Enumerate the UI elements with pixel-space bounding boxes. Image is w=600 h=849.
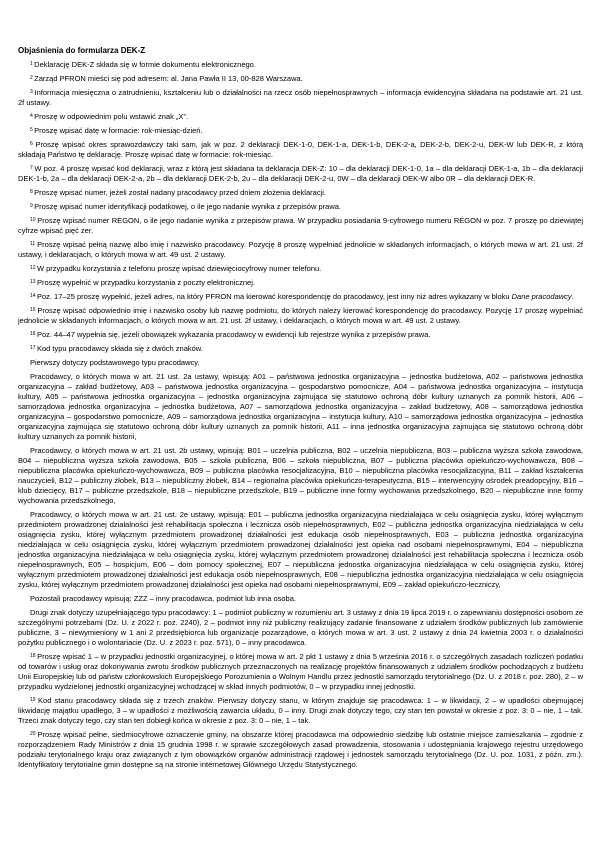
footnote-2: $^2$ Zarząd PFRON mieści się pod adresem: al. Jana Pawła II 13, 00-828 Warszawa. [30, 74, 303, 83]
footnote-4: $^4$ Proszę w odpowiednim polu wstawić znak „X”. [30, 112, 188, 121]
paragraph: Drugi znak dotyczy uzupełniającego typu pracodawcy: 1 – podmiot publiczny w rozumieniu art. 3 ustawy z dnia 19 lipca 2019 r. o zapewnianiu dostępności osobom ze szczególnymi potrzebami (Dz. U. z 2022 r. poz. 2240), 2 – podmiot inny niż publiczny realizujący zadanie finansowane z udziałem środków publicznych lub zamówienie publiczne, 3 – niewymieniony w 1 ani 2 przedsiębiorca lub organizacje pozarządowe, o których mowa w art. 3 ust. 2 ustawy z dnia 24 kwietnia 2003 r. o działalności pożytku publicznego i o wolontariacie (Dz. U. z 2023 r. poz. 571), 0 – inny pracodawca. [18, 608, 583, 647]
footnote-3: $^3$ Informacja miesięczna o zatrudnieniu, kształceniu lub o działalności na rzecz osób niepełnosprawnych – informacja ewidencyjna składana na podstawie art. 21 ust. 2f ustawy. [18, 88, 583, 107]
footnote-number: 12 [30, 264, 37, 271]
footnote-16: $^{16}$ Poz. 44–47 wypełnia się, jeżeli obowiązek wykazania pracodawcy w ewidencji lub rejestrze wynika z przepisów prawa. [30, 330, 431, 339]
footnote-number: 2 [30, 74, 35, 81]
footnote-14: $^{14}$ Poz. 17–25 proszę wypełnić, jeżeli adres, na który PFRON ma kierować korespondencję do pracodawcy, jest inny niż adres wykazany w bloku Dane pracodawcy. [30, 292, 574, 301]
footnote-13: $^{13}$ Proszę wypełnić w przypadku korzystania z poczty elektronicznej. [30, 278, 255, 287]
footnote-number: 8 [30, 188, 35, 195]
page-title: Objaśnienia do formularza DEK-Z [18, 46, 146, 55]
footnote-number: 14 [30, 292, 37, 299]
footnote-number: 10 [30, 216, 38, 223]
footnote-number: 4 [30, 112, 35, 119]
footnote-1: $^1$ Deklarację DEK-Z składa się w formie dokumentu elektronicznego. [30, 60, 256, 69]
footnote-15: $^{15}$ Proszę wpisać odpowiednio imię i nazwisko osoby lub nazwę podmiotu, do których należy kierować korespondencję do pracodawcy. Pozycję 17 proszę wypełniać jednolicie w składanych informacjach, o których mowa w art. 21 ust. 2f ustawy, i deklaracjach, o których mowa w art. 49 ust. 2 ustawy. [18, 306, 583, 325]
footnote-number: 5 [30, 126, 35, 133]
footnote-number: 16 [30, 330, 37, 337]
footnote-number: 1 [30, 60, 35, 67]
footnote-17: $^{17}$ Kod typu pracodawcy składa się z dwóch znaków. [30, 344, 203, 353]
footnote-number: 3 [30, 88, 35, 95]
footnote-number: 6 [30, 140, 36, 147]
footnote-9: $^9$ Proszę wpisać numer identyfikacji podatkowej, o ile jego nadanie wynika z przepisów prawa. [30, 202, 341, 211]
footnote-number: 7 [30, 164, 35, 171]
footnote-19: $^{19}$ Kod stanu pracodawcy składa się z trzech znaków. Pierwszy dotyczy stanu, w którym znajduje się pracodawca: 1 – w likwidacji, 2 – w upadłości obejmującej likwidację majątku upadłego, 3 – w upadłości z możliwością zawarcia układu, 0 – inny. Drugi znak dotyczy tego, czy stan ten powstał w okresie z poz. 3: 0 – nie, 1 – tak. Trzeci znak dotyczy tego, czy stan ten dobiegł końca w okresie z poz. 3: 0 – nie, 1 – tak. [18, 696, 584, 725]
footnote-number: 19 [30, 696, 39, 703]
footnote-11: $^{11}$ Proszę wpisać pełną nazwę albo imię i nazwisko pracodawcy. Pozycję 8 proszę wypełniać jednolicie w składanych informacjach, o których mowa w art. 21 ust. 2f ustawy, i deklaracjach, o których mowa w art. 49 ust. 2 ustawy. [18, 240, 583, 259]
footnote-8: $^8$ Proszę wpisać numer, jeżeli został nadany pracodawcy przed dniem złożenia deklaracji. [30, 188, 326, 197]
footnotes-list [18, 60, 583, 770]
footnote-20: $^{20}$ Proszę wpisać pełne, siedmiocyfrowe oznaczenie gminy, na obszarze której pracodawca ma odpowiednio siedzibę lub ostatnie miejsce zamieszkania – zgodnie z rozporządzeniem Rady Ministrów z dnia 15 grudnia 1998 r. w sprawie szczegółowych zasad prowadzenia, stosowania i udostępniania krajowego rejestru urzędowego podziału terytorialnego kraju oraz związanych z tym obowiązków organów administracji rządowej i jednostek samorządu terytorialnego (Dz. U. poz. 1031, z późn. zm.). Identyfikatory terytorialne gmin dostępne są na stronie internetowej Głównego Urzędu Statystycznego. [18, 730, 584, 769]
paragraph: Pierwszy dotyczy podstawowego typu pracodawcy. [30, 358, 200, 367]
footnote-10: $^{10}$ Proszę wpisać numer REGON, o ile jego nadanie wynika z przepisów prawa. W przypadku posiadania 9-cyfrowego numeru REGON w poz. 7 proszę po dziewiątej cyfrze wpisać pięć zer. [18, 216, 583, 235]
footnote-5: $^5$ Proszę wpisać datę w formacie: rok-miesiąc-dzień. [30, 126, 203, 135]
italic-text: Dane pracodawcy [511, 292, 572, 301]
footnote-number: 15 [30, 306, 38, 313]
footnote-18: $^{18}$ Proszę wpisać 1 – w przypadku jednostki organizacyjnej, o której mowa w art. 2 pkt 1 ustawy z dnia 5 września 2016 r. o szczególnych zasadach rozliczeń podatku od towarów i usług oraz dokonywania zwrotu środków publicznych przeznaczonych na realizację projektów finansowanych z udziałem środków pochodzących z budżetu Unii Europejskiej lub od państw członkowskich Europejskiego Porozumienia o Wolnym Handlu przez jednostki samorządu terytorialnego (Dz. U. z 2018 r. poz. 280), 2 – w przypadku wydzielonej jednostki organizacyjnej wchodzącej w skład innych podmiotów, 0 – w przypadku innej jednostki. [18, 652, 584, 691]
paragraph: Pracodawcy, o których mowa w art. 21 ust. 2e ustawy, wpisują: E01 – publiczna jednostka organizacyjna niedziałająca w celu osiągnięcia zysku, której wyłącznym przedmiotem prowadzonej działalności jest rehabilitacja społeczna i lecznicza osób niepełnosprawnych, E02 – publiczna jednostka organizacyjna niedziałająca w celu osiągnięcia zysku, której wyłącznym przedmiotem prowadzonej działalności jest edukacja osób niepełnosprawnych, E03 – publiczna jednostka organizacyjna niedziałająca w celu osiągnięcia zysku, której wyłącznym przedmiotem prowadzonej działalności jest opieka nad osobami niepełnosprawnymi, E04 – niepubliczna jednostka organizacyjna niedziałająca w celu osiągnięcia zysku, której wyłącznym przedmiotem prowadzonej działalności jest rehabilitacja społeczna i lecznicza osób niepełnosprawnych, E05 – hospicjum, E06 – dom pomocy społecznej, E07 – niepubliczna jednostka organizacyjna niedziałająca w celu osiągnięcia zysku, której wyłącznym przedmiotem prowadzonej działalności jest edukacja osób niepełnosprawnych, E08 – niepubliczna jednostka organizacyjna niedziałająca w celu osiągnięcia zysku, której wyłącznym przedmiotem prowadzonej działalności jest opieka nad osobami niepełnosprawnymi, E09 – zakład opiekuńczo-leczniczy, [18, 510, 583, 589]
footnote-6: $^6$ Proszę wpisać okres sprawozdawczy taki sam, jak w poz. 2 deklaracji DEK-1-0, DEK-1-a, DEK-1-b, DEK-2-a, DEK-2-b, DEK-2-u, DEK-W lub DEK-R, z którą składają Państwo tę deklarację. Proszę wpisać datę w formacie: rok-miesiąc. [18, 140, 583, 159]
paragraph: Pozostali pracodawcy wpisują: ZZZ – inny pracodawca, podmiot lub inna osoba. [30, 594, 296, 603]
footnote-number: 9 [30, 202, 35, 209]
footnote-number: 13 [30, 278, 37, 285]
footnote-number: 18 [30, 652, 38, 659]
footnote-number: 11 [30, 240, 38, 247]
paragraph: Pracodawcy, o których mowa w art. 21 ust. 2a ustawy, wpisują: A01 – państwowa jednostka organizacyjna – jednostka budżetowa, A02 – państwowa jednostka organizacyjna – zakład budżetowy, A03 – państwowa jednostka organizacyjna – gospodarstwo pomocnicze, A04 – państwowa jednostka organizacyjna – instytucja kultury, A05 – państwowa jednostka organizacyjna – jednostka organizacyjna zajmująca się statutowo ochroną dóbr kultury uznanych za pomnik historii, A06 – samorządowa jednostka organizacyjna – jednostka budżetowa, A07 – samorządowa jednostka organizacyjna – zakład budżetowy, A08 – samorządowa jednostka organizacyjna – gospodarstwo pomocnicze, A09 – samorządowa jednostka organizacyjna – instytucja kultury, A10 – samorządowa jednostka organizacyjna – jednostka organizacyjna zajmująca się statutowo ochroną dóbr kultury uznanych za pomnik historii, A11 – inna jednostka organizacyjna zajmująca się statutowo ochroną dóbr kultury uznanych za pomnik historii, [18, 372, 583, 441]
paragraph: Pracodawcy, o których mowa w art. 21 ust. 2b ustawy, wpisują: B01 – uczelnia publiczna, B02 – uczelnia niepubliczna, B03 – publiczna wyższa szkoła zawodowa, B04 – niepubliczna wyższa szkoła zawodowa, B05 – szkoła publiczna, B06 – szkoła niepubliczna, B07 – publiczna placówka opiekuńczo-wychowawcza, B08 – niepubliczna placówka opiekuńczo-wychowawcza, B09 – publiczna placówka resocjalizacyjna, B10 – niepubliczna placówka resocjalizacyjna, B11 – zakład kształcenia nauczycieli, B12 – publiczny żłobek, B13 – niepubliczny żłobek, B14 – regionalna placówka opiekuńczo-terapeutyczna, B15 – interwencyjny ośrodek preadopcyjny, B16 – klub dziecięcy, B17 – publiczne przedszkole, B18 – niepubliczne przedszkole, B19 – publiczne inne formy wychowania przedszkolnego, B20 – niepubliczne inne formy wychowania przedszkolnego, [18, 446, 583, 505]
footnote-number: 20 [30, 730, 38, 737]
footnote-number: 17 [30, 344, 37, 351]
footnote-7: $^7$ W poz. 4 proszę wpisać kod deklaracji, wraz z którą jest składana ta deklaracja DEK-Z: 10 – dla deklaracji DEK-1-0, 1a – dla deklaracji DEK-1-a, 1b – dla deklaracji DEK-1-b, 2a – dla deklaracji DEK-2-a, 2b – dla deklaracji DEK-2-b, 2u – dla deklaracji DEK-2-u, 0W – dla deklaracji DEK-W albo 0R – dla deklaracji DEK-R. [18, 164, 583, 183]
footnote-12: $^{12}$ W przypadku korzystania z telefonu proszę wpisać dziewięciocyfrowy numer telefonu. [30, 264, 322, 273]
